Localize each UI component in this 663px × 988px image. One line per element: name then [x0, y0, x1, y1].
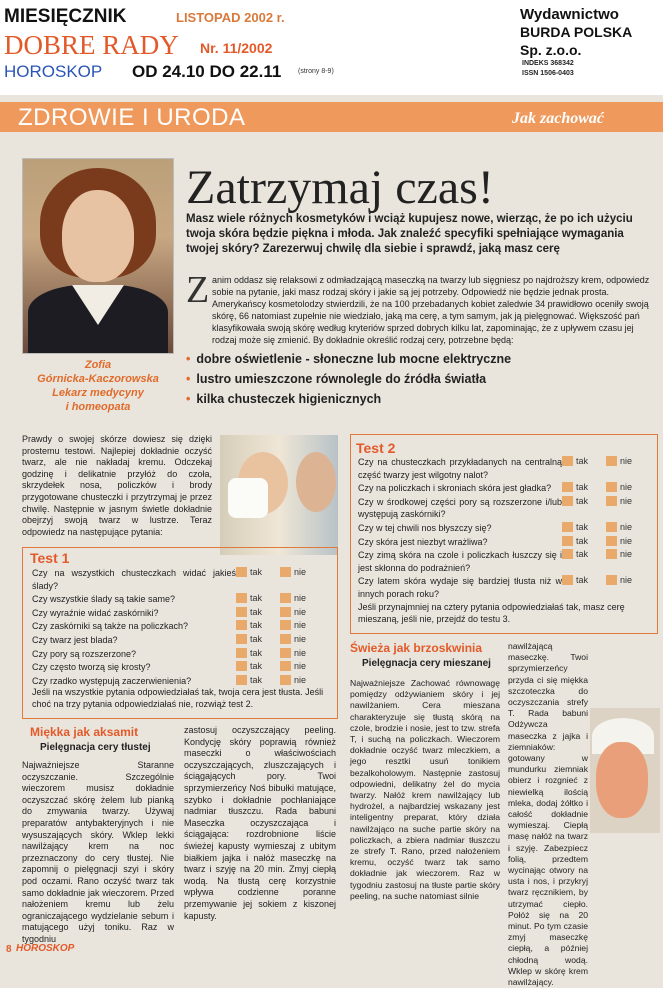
oily-skin-subheading: Pielęgnacja cery tłustej — [40, 742, 151, 753]
checkbox[interactable] — [562, 522, 573, 532]
test-question: Czy na policzkach i skroniach skóra jest gładka? — [358, 483, 552, 494]
answer-yes[interactable]: tak — [562, 456, 606, 466]
bullet-item: • kilka chusteczek higienicznych — [186, 392, 382, 406]
answer-yes[interactable]: tak — [236, 607, 280, 617]
answer-no[interactable]: nie — [606, 536, 650, 546]
bullet-item: • lustro umieszczone równolegle do źródła światła — [186, 372, 487, 386]
answer-yes[interactable]: tak — [562, 536, 606, 546]
mixed-skin-heading: Świeża jak brzoskwinia — [350, 641, 483, 655]
checkbox[interactable] — [606, 575, 617, 585]
answer-yes[interactable]: tak — [562, 496, 606, 506]
author-face — [62, 190, 134, 282]
masked-face — [596, 742, 648, 818]
answer-yes[interactable]: tak — [236, 634, 280, 644]
article-intro: anim oddasz się relaksowi z odmładzającą maseczką na twarzy lub sięgniesz po najdroższy krem, odpowiedz sobie na pytanie, jaki masz rodzaj skóry i jakie są jej potrzeby. Odpowiedź nie będzie jednak prosta. Amerykańscy kosmetolodzy stwierdzili, że na 100 przebadanych kobiet zaledwie 34 prawidłowo oceniły swoją skórę, 66 natomiast zupełnie nie wiedziało, jaką ma cerę, a tym samym, jak ją pielęgnować. Większość pań klasyfikowała swoją skórę według kryteriów sprzed dobrych kilku lat, zapominając, że z upływem czasu jej rodzaj może się zmienić. By dokładnie określić rodzaj cery, potrzebne będą: — [212, 275, 650, 345]
checkbox[interactable] — [280, 567, 291, 577]
answer-yes[interactable]: tak — [236, 567, 280, 577]
answer-no[interactable]: nie — [606, 549, 650, 559]
page-range: (strony 8-9) — [298, 68, 334, 75]
checkbox[interactable] — [280, 593, 291, 603]
checkbox[interactable] — [606, 536, 617, 546]
test-question: Czy zaskórniki są także na policzkach? — [32, 621, 189, 632]
test-question-row — [358, 456, 654, 481]
answer-no[interactable]: nie — [280, 620, 324, 630]
answer-no[interactable]: nie — [606, 482, 650, 492]
test-question-row — [32, 593, 332, 606]
checkbox[interactable] — [606, 496, 617, 506]
checkbox[interactable] — [236, 620, 247, 630]
answer-no[interactable]: nie — [606, 522, 650, 532]
issue-month: LISTOPAD 2002 r. — [176, 10, 285, 25]
checkbox[interactable] — [280, 661, 291, 671]
answer-yes[interactable]: tak — [236, 648, 280, 658]
answer-yes[interactable]: tak — [236, 593, 280, 603]
answer-yes[interactable]: tak — [236, 661, 280, 671]
author-caption — [22, 358, 174, 414]
checkbox[interactable] — [562, 575, 573, 585]
answer-yes[interactable]: tak — [562, 482, 606, 492]
test-question: Czy pory są rozszerzone? — [32, 648, 137, 659]
author-name-last: Górnicka-Kaczorowska — [37, 373, 159, 385]
checkbox[interactable] — [236, 675, 247, 685]
mixed-skin-subheading: Pielęgnacja cery mieszanej — [362, 658, 491, 669]
answer-yes[interactable]: tak — [562, 575, 606, 585]
checkbox[interactable] — [606, 482, 617, 492]
test2-result: Jeśli przynajmniej na cztery pytania odpowiedziałaś tak, masz cerę mieszaną, jeśli nie, przejdź do testu 3. — [358, 602, 625, 624]
checkbox[interactable] — [280, 675, 291, 685]
test-question: Czy rzadko występują zaczerwienienia? — [32, 675, 192, 686]
issue-number: Nr. 11/2002 — [200, 40, 273, 56]
test-question: Czy latem skóra wydaje się bardziej tłusta niż w innych porach roku? — [358, 576, 562, 599]
checkbox[interactable] — [562, 536, 573, 546]
checkbox[interactable] — [236, 648, 247, 658]
drop-cap: Z — [186, 269, 210, 311]
test-question: Czy twarz jest blada? — [32, 634, 118, 645]
publisher-line2: BURDA POLSKA — [520, 24, 633, 40]
author-profession: Lekarz medycyny — [52, 387, 144, 399]
test-question-row — [32, 620, 332, 633]
checkbox[interactable] — [562, 549, 573, 559]
checkbox[interactable] — [280, 620, 291, 630]
checkbox[interactable] — [236, 661, 247, 671]
answer-no[interactable]: nie — [280, 593, 324, 603]
test1-title: Test 1 — [30, 550, 70, 566]
test-question-row — [32, 567, 332, 592]
footer-name: HOROSKOP — [16, 943, 75, 954]
test-question: Czy na chusteczkach przykładanych na centralną część twarzy jest wilgotny nalot? — [358, 457, 562, 480]
answer-yes[interactable]: tak — [236, 675, 280, 685]
test-question: Czy wyraźnie widać zaskórniki? — [32, 607, 159, 618]
test-question: Czy wszystkie ślady są takie same? — [32, 594, 176, 605]
publisher-line1: Wydawnictwo — [520, 6, 619, 23]
horoscope-dates: OD 24.10 DO 22.11 — [132, 62, 282, 81]
checkbox[interactable] — [562, 456, 573, 466]
checkbox[interactable] — [236, 607, 247, 617]
answer-no[interactable]: nie — [280, 567, 324, 577]
test-question-row — [32, 661, 332, 674]
test1-result: Jeśli na wszystkie pytania odpowiedziałaś tak, twoja cera jest tłusta. Jeśli choć na trzy pytania odpowiedziałaś nie, rozwiąż test 2. — [32, 687, 324, 709]
answer-no[interactable]: nie — [280, 607, 324, 617]
answer-yes[interactable]: tak — [236, 620, 280, 630]
answer-no[interactable]: nie — [280, 648, 324, 658]
test-question: Czy zimą skóra na czole i policzkach łuszczy się i jest skłonna do podrażnień? — [358, 550, 562, 573]
mirror-reflection — [296, 452, 336, 512]
author-specialty: i homeopata — [65, 401, 131, 413]
answer-no[interactable]: nie — [280, 634, 324, 644]
test-question-row — [358, 549, 654, 574]
test-question: Czy w środkowej części pory są rozszerzone i/lub występują zaskórniki? — [358, 496, 562, 520]
checkbox[interactable] — [236, 593, 247, 603]
article-lead: Masz wiele różnych kosmetyków i wciąż kupujesz nowe, wierząc, że po ich użyciu twoja skóra będzie piękna i młoda. Jak znaleźć specyfiki spełniające wymagania twojej skóry? Zarezerwuj chwilę dla siebie i sprawdź, jaką masz cerę — [186, 213, 633, 255]
answer-no[interactable]: nie — [280, 675, 324, 685]
test-question-row — [32, 648, 332, 661]
checkbox[interactable] — [236, 567, 247, 577]
oily-skin-text-b: zastosuj oczyszczający peeling. Kondycję skóry poprawią również maseczki o właściwościach oczyszczających, zluszczających i ściągających pory. Twoi sprzymierzeńcy Noś bibułki matujące, szybko i dokładnie pochłaniające nadmiar tłuszczu. Rada babuni Maseczka oczyszczająca i ściągająca: rozdrobnione liście świeżej kapusty wymieszaj z ubitym białkiem jajka i nałóż maseczkę na twarz i szyję na 20 min. Zmyj ciepłą wodą. Na tłustą cerę korzystnie wpływa codzienne poranne przemywanie jej sokiem z kiszonej kapusty. — [184, 725, 336, 921]
test-question-row — [32, 607, 332, 620]
checkbox[interactable] — [280, 634, 291, 644]
index-number: INDEKS 368342 — [522, 60, 574, 67]
magazine-title: DOBRE RADY — [4, 30, 179, 60]
checkbox[interactable] — [606, 456, 617, 466]
test-question-row — [358, 482, 654, 495]
test-question: Czy w tej chwili nos błyszczy się? — [358, 522, 492, 533]
test2-title: Test 2 — [356, 440, 396, 456]
oily-skin-heading: Miękka jak aksamit — [30, 725, 139, 739]
test-question-row — [358, 496, 654, 521]
mixed-skin-text-b: nawilżającą maseczkę. Twoi sprzymierzeńcy przyda ci się miękka szczoteczka do oczyszczania strefy T. Rada babuni Odżywcza maseczka z jajka i ziemniaków: gotowany w mundurku ziemniak obierz i rozgnieć z niewielką ilością mleka, dodaj żółtko i całość dokładnie wymieszaj. Ciepłą masę nałóż na twarz i szyję. Zabezpiecz folią, przedtem wycinając otwory na usta i nos, i przykryj twarz ręcznikiem, by utrzymać ciepło. Połóż się na 20 minut. Po tym czasie zmyj maseczkę ciepłą, a później chłodną wodą. Wklep w skórę krem nawilżający. — [508, 641, 588, 988]
test-intro-text: Prawdy o swojej skórze dowiesz się dzięki prostemu testowi. Najlepiej dokładnie oczyść twarz, ale nie nakładaj kremu. Odczekaj godzinę i delikatnie przyłóż do czoła, skrzydełek nosa, policzków i brody przygotowane chusteczki i przytrzymaj je przez chwilę. Następnie w jasnym świetle dokładnie obejrzyj swoją twarz w lustrze. Teraz odpowiedz na następujące pytania: — [22, 434, 212, 537]
issn-number: ISSN 1506-0403 — [522, 70, 574, 77]
article-title: Zatrzymaj czas! — [186, 161, 494, 214]
test-question: Czy na wszystkich chusteczkach widać jakieś ślady? — [32, 568, 236, 591]
answer-no[interactable]: nie — [606, 575, 650, 585]
oily-skin-text-a: Najważniejsze Staranne oczyszczanie. Szczególnie wieczorem musisz dokładnie oczyszczać skórę żelem lub pianką do zmywania twarzy. Używaj preparatów antybakteryjnych i nie wysuszających skóry. Wklep lekki nawilżający krem na noc przeznaczony do cery tłustej. Nie zapomnij o pielęgnacji szyi i skóry pod oczami. Rano oczyść twarz tak samo dokładnie jak wieczorem. Przed nałożeniem kremu lub żelu ograniczającego wydzielanie sebum i matującego użyj toniku. Raz w tygodniu — [22, 760, 174, 944]
checkbox[interactable] — [562, 496, 573, 506]
page-number: 8 — [6, 944, 12, 955]
test1-questions — [32, 567, 332, 688]
section-right-title: Jak zachować — [512, 110, 604, 127]
checkbox[interactable] — [606, 549, 617, 559]
checkbox[interactable] — [606, 522, 617, 532]
test-question-row — [358, 575, 654, 600]
author-name-first: Zofia — [84, 359, 112, 371]
test2-questions — [358, 456, 654, 602]
answer-yes[interactable]: tak — [562, 522, 606, 532]
publisher-line3: Sp. z.o.o. — [520, 42, 582, 58]
test-question-row — [358, 536, 654, 549]
checkbox[interactable] — [562, 482, 573, 492]
section-title: ZDROWIE I URODA — [18, 104, 246, 131]
answer-no[interactable]: nie — [606, 496, 650, 506]
answer-yes[interactable]: tak — [562, 549, 606, 559]
test-question: Czy skóra jest niezbyt wrażliwa? — [358, 536, 488, 547]
checkbox[interactable] — [280, 607, 291, 617]
horoscope-label: HOROSKOP — [4, 62, 103, 81]
bullet-item: • dobre oświetlenie - słoneczne lub mocne elektryczne — [186, 352, 512, 366]
mixed-skin-text-a: Najważniejsze Zachować równowagę pomiędzy odżywianiem skóry i jej nawilżaniem. Cera mieszana charakteryzuje się tłustą skórą na czole, brodzie i nosie, jest to tzw. strefa T, i suchą na policzkach. Wieczorem dokładnie oczyść twarz mleczkiem, a jego resztki usuń tonikiem bezalkoholowym. Następnie zastosuj odpowiedni, delikatny żel do mycia twarzy. Nałóż krem nawilżający lub hydrożel, a najbardziej wskazany jest inteligentny preparat, który działa nawilżająco na suche partie skóry na policzkach, a zbiera nadmiar tłuszczu ze strefy T. Rano, przed nałożeniem kremu, oczyść twarz tak samo dokładnie jak wieczorem. Raz w tygodniu zastosuj na tłuste partie skóry peeling, na suche natomiast silnie — [350, 678, 500, 901]
checkbox[interactable] — [280, 648, 291, 658]
test-question-row — [358, 522, 654, 535]
answer-no[interactable]: nie — [280, 661, 324, 671]
test-question-row — [32, 675, 332, 688]
test-question: Czy często tworzą się krosty? — [32, 662, 151, 673]
answer-no[interactable]: nie — [606, 456, 650, 466]
towel — [228, 478, 268, 518]
test-question-row — [32, 634, 332, 647]
magazine-type: MIESIĘCZNIK — [4, 6, 127, 27]
checkbox[interactable] — [236, 634, 247, 644]
